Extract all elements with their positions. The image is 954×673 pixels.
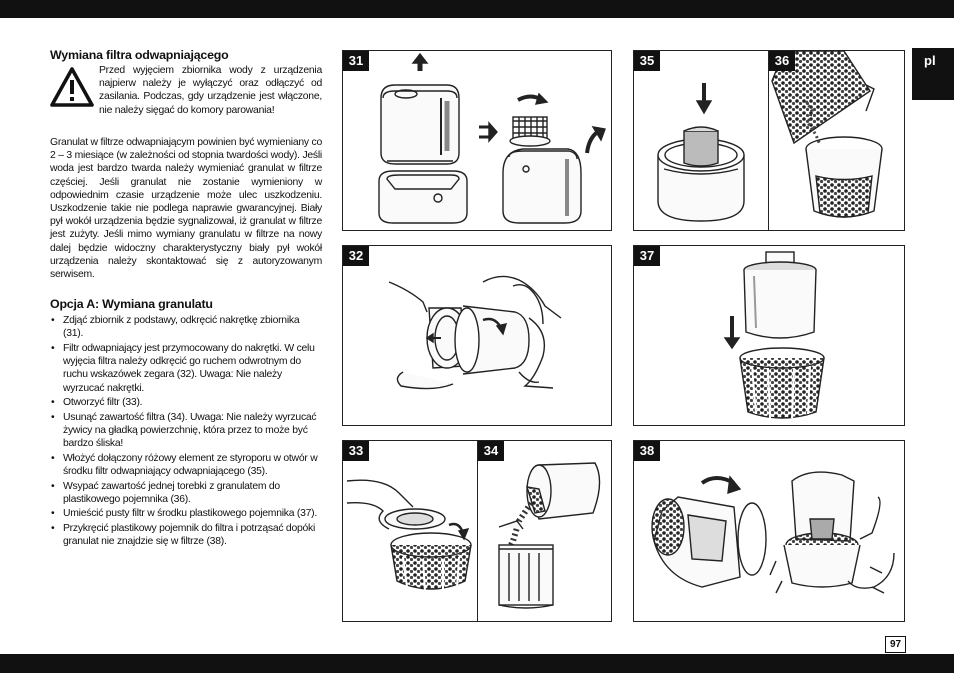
list-item-text: Przykręcić plastikowy pojemnik do filtra i potrząsać dopóki granulat nie znajdzie się w filtrze (38).: [63, 523, 316, 548]
figure-31-panel: [342, 50, 612, 231]
figure-31-illustration: [343, 51, 612, 231]
bullet-symbol: •: [51, 315, 55, 327]
warning-triangle-icon: [50, 67, 94, 107]
list-item-text: Wsypać zawartość jednej torebki z granulatem do plastikowego pojemnika (36).: [63, 480, 280, 505]
figure-badge-38: 38: [634, 441, 660, 461]
instruction-list: [50, 314, 322, 548]
figure-33-34-panel: [342, 440, 612, 622]
warning-text: Przed wyjęciem zbiornika wody z urządzenia najpierw należy je wyłączyć oraz odłączyć od zasilania. Podczas, gdy urządzenie jest włączone, nie należy sięgać do komory parowania!: [99, 65, 322, 116]
warning-block: [50, 64, 322, 124]
list-item-text: Filtr odwapniający jest przymocowany do nakrętki. W celu wyjęcia filtra należy odkręcić go ruchem odwrotnym do ruchu wskazówek zegara (32). Uwaga: Nie należy wyrzucać nakrętki.: [63, 343, 315, 394]
list-item: [50, 507, 322, 520]
figure-badge-33: 33: [343, 441, 369, 461]
bottom-bar: [0, 654, 954, 673]
list-item-text: Usunąć zawartość filtra (34). Uwaga: Nie należy wyrzucać żywicy na gładką powierzchnię, która przez to może być bardzo śliska!: [63, 411, 317, 450]
bullet-symbol: •: [51, 508, 55, 520]
figure-33-34-illustration: [343, 441, 612, 622]
list-item: [50, 452, 322, 478]
list-item: [50, 342, 322, 395]
bullet-symbol: •: [51, 452, 55, 464]
figure-badge-31: 31: [343, 51, 369, 71]
list-item: [50, 396, 322, 409]
figure-32-panel: [342, 245, 612, 426]
figure-32-illustration: [343, 246, 612, 426]
bullet-symbol: •: [51, 523, 55, 535]
figure-38-illustration: [634, 441, 905, 622]
text-column: [50, 48, 322, 550]
list-item: [50, 522, 322, 548]
bullet-symbol: •: [51, 411, 55, 423]
top-bar: [0, 0, 954, 18]
figure-badge-32: 32: [343, 246, 369, 266]
page-number: 97: [885, 636, 906, 653]
figure-35-36-illustration: [634, 51, 905, 231]
figure-badge-35: 35: [634, 51, 660, 71]
list-item: [50, 480, 322, 506]
bullet-symbol: •: [51, 343, 55, 355]
language-tab: pl: [912, 48, 954, 100]
figure-badge-34: 34: [478, 441, 504, 461]
list-item-text: Umieścić pusty filtr w środku plastikowego pojemnika (37).: [63, 508, 318, 520]
list-item-text: Otworzyć filtr (33).: [63, 397, 143, 409]
figure-38-panel: [633, 440, 905, 622]
bullet-symbol: •: [51, 397, 55, 409]
figure-badge-36: 36: [769, 51, 795, 71]
body-paragraph: Granulat w filtrze odwapniającym powinien być wymieniany co 2 – 3 miesiące (w zależności od stopnia twardości wody). Jeśli woda jest bardzo twarda należy wymieniać granulat w filtrze częściej. Jeśli granulat nie zostanie wymieniony w odpowiednim czasie urządzenie może ulec uszkodzeniu. Uszkodzenie takie nie podlega naprawie gwarancyjnej. Biały pył wokół urządzenia będzie sygnalizował, iż granulat w filtrze jest zużyty. Jeśli mimo wymiany granulatu w filtrze na nowy dalej będzie widoczny charakterystyczny biały pył wokół urządzenia należy skontaktować się z autoryzowanym serwisem.: [50, 137, 322, 281]
bullet-symbol: •: [51, 480, 55, 492]
figure-35-36-panel: [633, 50, 905, 231]
figure-37-illustration: [634, 246, 905, 426]
figure-37-panel: [633, 245, 905, 426]
section-heading: Wymiana filtra odwapniającego: [50, 48, 229, 62]
list-item: [50, 314, 322, 340]
option-heading: Opcja A: Wymiana granulatu: [50, 297, 213, 312]
list-item-text: Włożyć dołączony różowy element ze styroporu w otwór w środku filtr odwapniający odwapniającego (35).: [63, 452, 318, 478]
list-item-text: Zdjąć zbiornik z podstawy, odkręcić nakrętkę zbiornika (31).: [63, 315, 300, 340]
list-item: [50, 411, 322, 451]
figure-badge-37: 37: [634, 246, 660, 266]
